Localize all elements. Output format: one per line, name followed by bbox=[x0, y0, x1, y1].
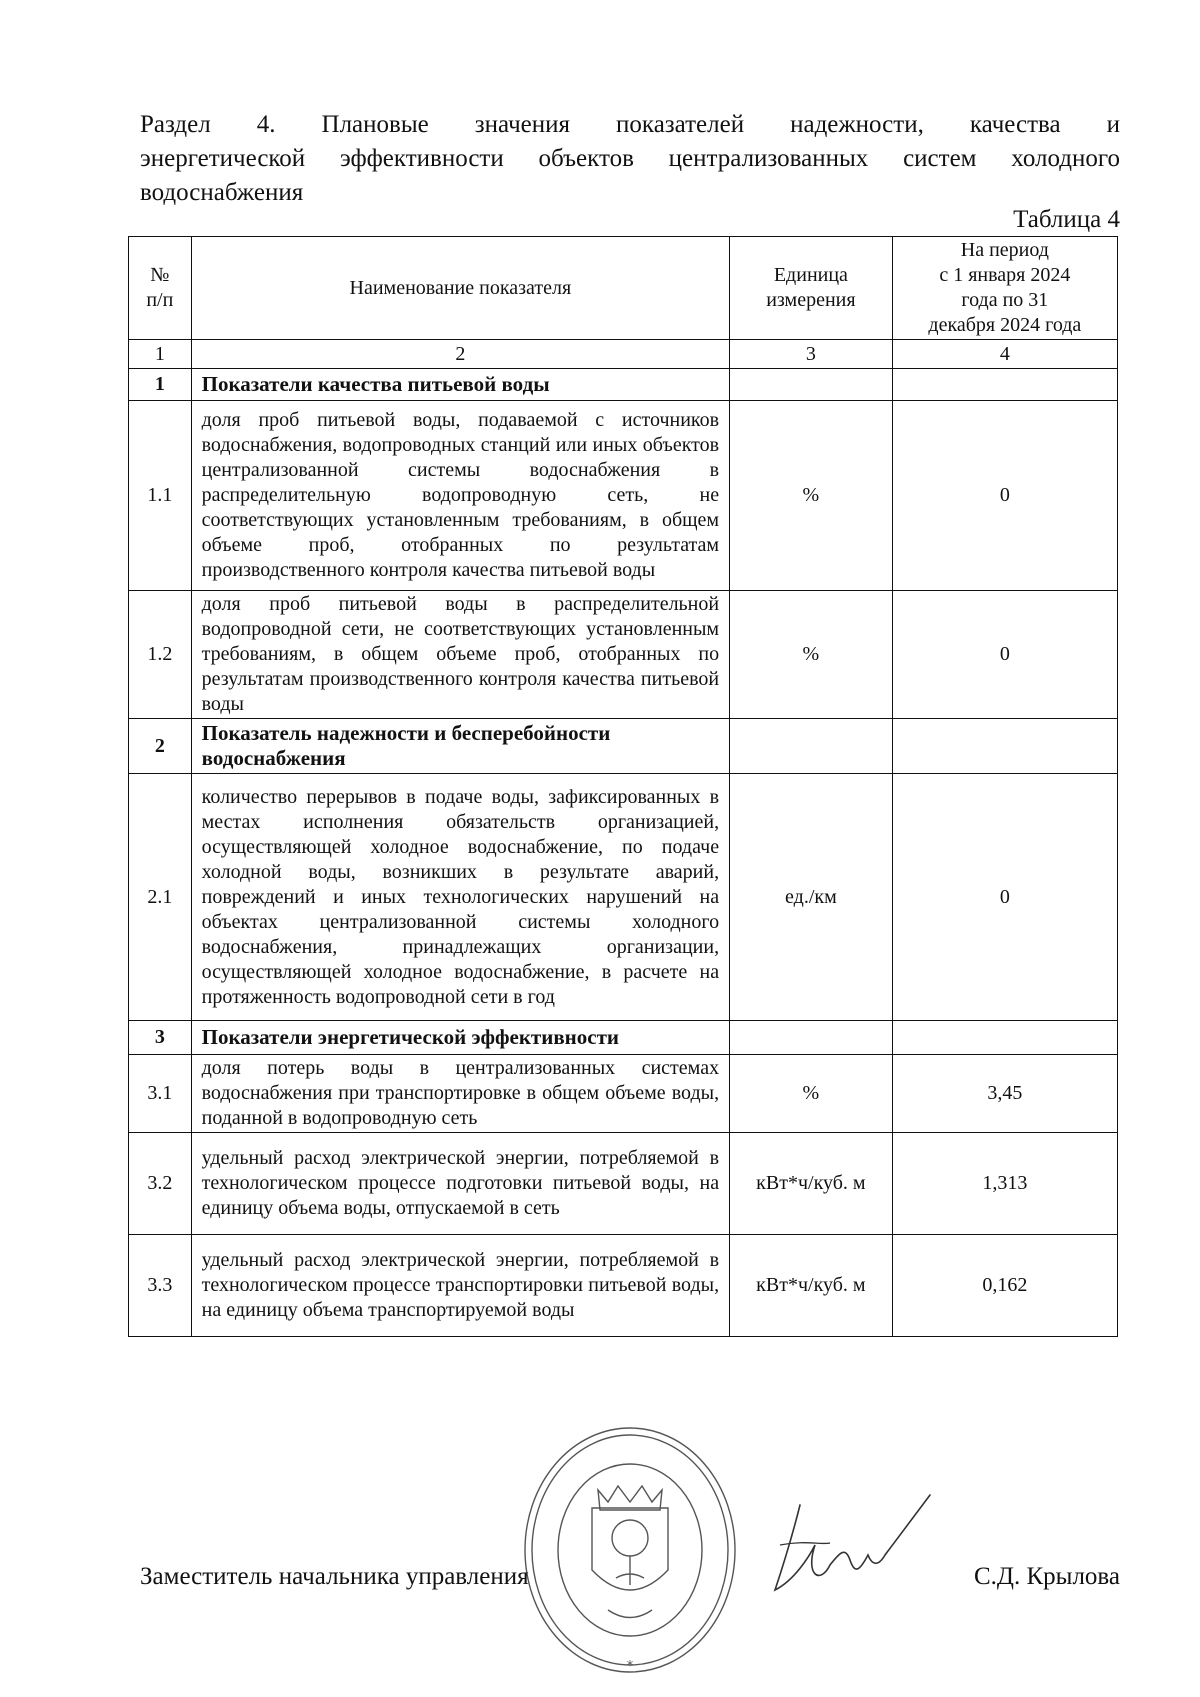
value-cell: 0 bbox=[892, 401, 1117, 591]
indicator-name: удельный расход электрической энергии, потребляемой в технологическом процессе транспортировки питьевой воды, на единицу объема транспортируемой воды bbox=[191, 1235, 729, 1337]
indicator-name: удельный расход электрической энергии, потребляемой в технологическом процессе подготовки питьевой воды, на единицу объема воды, отпускаемой в сеть bbox=[191, 1133, 729, 1235]
signatory-position: Заместитель начальника управления bbox=[140, 1563, 529, 1590]
column-number: 4 bbox=[892, 340, 1117, 369]
row-number: 3.1 bbox=[129, 1055, 192, 1133]
section-title: Показатель надежности и бесперебойности водоснабжения bbox=[191, 719, 729, 774]
value-cell: 0 bbox=[892, 591, 1117, 719]
unit-cell: % bbox=[730, 591, 893, 719]
table-row bbox=[129, 1055, 1118, 1133]
heading-line-3: водоснабжения bbox=[140, 179, 304, 206]
header-name: Наименование показателя bbox=[191, 237, 729, 340]
row-number: 2.1 bbox=[129, 774, 192, 1021]
indicator-name: доля потерь воды в централизованных системах водоснабжения при транспортировке в общем объеме воды, поданной в водопроводную сеть bbox=[191, 1055, 729, 1133]
column-number: 2 bbox=[191, 340, 729, 369]
unit-cell: кВт*ч/куб. м bbox=[730, 1235, 893, 1337]
signature-block bbox=[140, 1560, 1120, 1600]
table-row bbox=[129, 1133, 1118, 1235]
header-unit: Единица измерения bbox=[730, 237, 893, 340]
signatory-name: С.Д. Крылова bbox=[974, 1563, 1120, 1590]
unit-cell: % bbox=[730, 401, 893, 591]
table-row bbox=[129, 401, 1118, 591]
svg-text:*: * bbox=[626, 1659, 634, 1674]
indicator-name: количество перерывов в подаче воды, зафиксированных в местах исполнения обязательств организацией, осуществляющей холодное водоснабжение, по подаче холодной воды, возникших в результате аварий, повреждений и иных технологических нарушений на объектах централизованной системы холодного водоснабжения, принадлежащих организации, осуществляющей холодное водоснабжение, в расчете на протяженность водопроводной сети в год bbox=[191, 774, 729, 1021]
indicators-table bbox=[128, 236, 1118, 1337]
header-no: № п/п bbox=[129, 237, 192, 340]
unit-cell: ед./км bbox=[730, 774, 893, 1021]
section-row bbox=[129, 719, 1118, 774]
heading-line-2: энергетической эффективности объектов централизованных систем холодного bbox=[140, 145, 1120, 172]
section-row bbox=[129, 1021, 1118, 1055]
section-number: 2 bbox=[129, 719, 192, 774]
value-cell: 1,313 bbox=[892, 1133, 1117, 1235]
header-period: На период с 1 января 2024 года по 31 декабря 2024 года bbox=[892, 237, 1117, 340]
row-number: 1.1 bbox=[129, 401, 192, 591]
official-seal bbox=[520, 1420, 740, 1680]
table-caption: Таблица 4 bbox=[1013, 206, 1120, 233]
table-row bbox=[129, 591, 1118, 719]
section-row bbox=[129, 369, 1118, 401]
column-number: 3 bbox=[730, 340, 893, 369]
unit-cell: % bbox=[730, 1055, 893, 1133]
indicator-name: доля проб питьевой воды, подаваемой с источников водоснабжения, водопроводных станций или иных объектов централизованной системы водоснабжения в распределительную водопроводную сеть, не соответствующих установленным требованиям, в общем объеме проб, отобранных по результатам производственного контроля качества питьевой воды bbox=[191, 401, 729, 591]
table-row bbox=[129, 1235, 1118, 1337]
section-heading bbox=[140, 108, 1120, 210]
indicator-name: доля проб питьевой воды в распределительной водопроводной сети, не соответствующих установленным требованиям, в общем объеме проб, отобранных по результатам производственного контроля качества питьевой воды bbox=[191, 591, 729, 719]
unit-cell: кВт*ч/куб. м bbox=[730, 1133, 893, 1235]
table-row bbox=[129, 774, 1118, 1021]
section-title: Показатели качества питьевой воды bbox=[191, 369, 729, 401]
row-number: 3.3 bbox=[129, 1235, 192, 1337]
row-number: 3.2 bbox=[129, 1133, 192, 1235]
column-number: 1 bbox=[129, 340, 192, 369]
value-cell: 0,162 bbox=[892, 1235, 1117, 1337]
row-number: 1.2 bbox=[129, 591, 192, 719]
value-cell: 3,45 bbox=[892, 1055, 1117, 1133]
column-numbers-row bbox=[129, 340, 1118, 369]
heading-line-1: Раздел 4. Плановые значения показателей надежности, качества и bbox=[140, 111, 1120, 138]
value-cell: 0 bbox=[892, 774, 1117, 1021]
section-number: 3 bbox=[129, 1021, 192, 1055]
table-header-row bbox=[129, 237, 1118, 340]
section-title: Показатели энергетической эффективности bbox=[191, 1021, 729, 1055]
section-number: 1 bbox=[129, 369, 192, 401]
